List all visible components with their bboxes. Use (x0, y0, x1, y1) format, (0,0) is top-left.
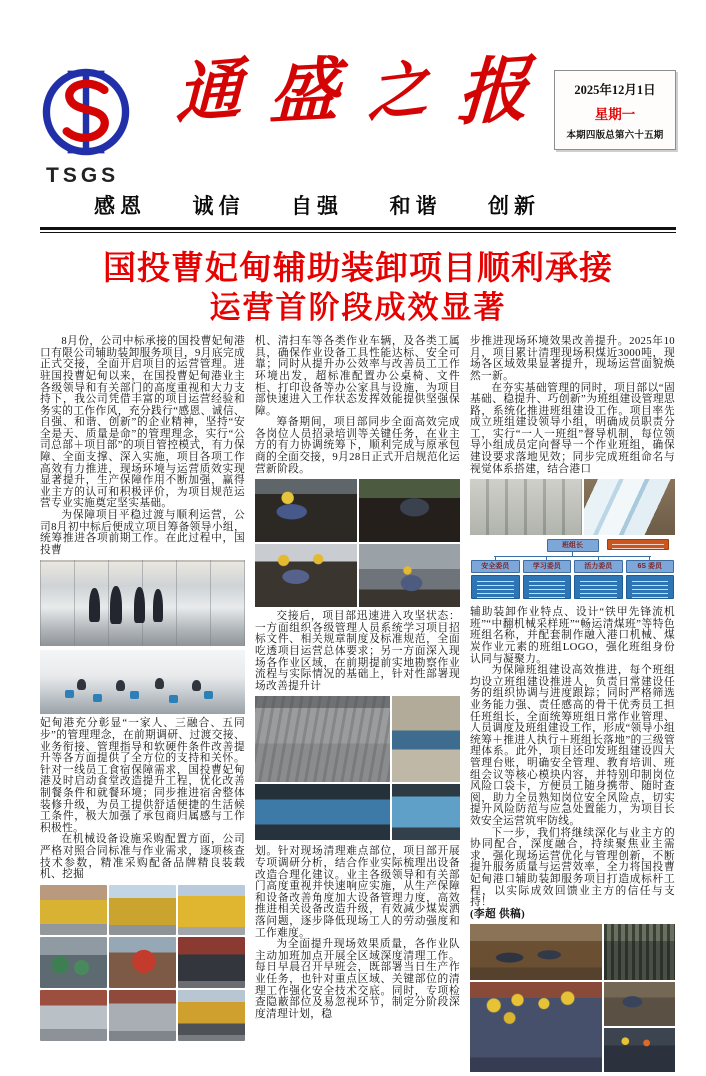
photo-cars (40, 990, 107, 1041)
paragraph: 妃甸港充分彰显“一家人、三融合、五同步”的管理理念，在前期调研、过渡交接、业务衔接、管理指导和软硬件条件改善提升等各方面提供了全方位的支持和关怀。针对一线员工食宿保障需求，国投曹妃甸港及时启动食堂改造提升工程，优化改善制餐条件和就餐环境；同步推进宿舍整体装修升级，为员工提供舒适便捷的生活候工条件，极大加强了承包商归属感与工作积极性。 (40, 718, 245, 834)
photo-kitchen-inspection (40, 560, 245, 646)
photo-figure (116, 680, 125, 691)
photo-pocket-cards (584, 479, 675, 535)
paragraph: 交接后，项目部迅速进入攻坚状态：一方面组织各级管理人员系统学习项目招标文件、相关规章制度及标准规范，全面吃透项目运营总体要求；另一方面深入现场各作业区域，在前期提前实地勘察作业流程与实际情况的基础上，针对性部署现场改善提升计 (255, 611, 460, 692)
photo-detail (65, 690, 74, 698)
photo-vans (109, 990, 176, 1041)
paragraph: 划。针对现场清理难点部位，项目部开展专项调研分析，结合作业实际梳理出设备改造合理化建议。业主各级领导和有关部门高度重视并快速响应实施，从生产保障和设备改善角度加大设备管理力度，高效推进相关设备改造升级，有效减少煤炭洒落问题，逐步降低现场工人的劳动强度和工作难度。 (255, 846, 460, 939)
slogan-list (40, 190, 546, 220)
logo (40, 58, 140, 188)
photo-detail (204, 691, 213, 699)
committee-study: 学习委员 (523, 560, 572, 573)
masthead (40, 58, 676, 188)
photo-loaders (109, 885, 176, 936)
paragraph: 辅助装卸作业特点、设计“铁甲先锋流机班”“中翻机械采样班”“畅运清煤班”等特色班组名称，并配套制作融入港口机械、煤炭作业元素的班组LOGO，强化班组身份认同与凝聚力。 (470, 607, 675, 665)
committee-safety: 安全委员 (471, 560, 520, 573)
column-2 (255, 336, 460, 1076)
slogan-row (40, 190, 676, 220)
column-3 (470, 336, 675, 1076)
photo-workers-gathering (470, 982, 602, 1073)
title-char: 报 (456, 55, 531, 132)
photo-grid-equipment (40, 885, 245, 1041)
issue-number: 本期四版总第六十五期 (558, 127, 672, 141)
illegible-text-lines (632, 579, 669, 601)
headline-line2: 运营首阶段成效显著 (40, 289, 676, 326)
paragraph: 为保障项目平稳过渡与顺利运营，公司8月初中标后便成立项目筹备领导小组，统筹推进各项前期工作。在此过程中，国投曹 (40, 510, 245, 556)
article-headline (40, 250, 676, 326)
photo-blue-chute (392, 784, 460, 841)
paragraph: 为全面提升现场效果质量，各作业队主动加班加点开展全区域深度清理工作。每日早晨召开早班会，既部署当日生产作业任务，也针对重点区域、关键部位的清理工作强化安全技术交底。同时，专项检查隐蔽部位及易忽视环节，制定分阶段深度清理计划，稳 (255, 939, 460, 1020)
illegible-text-lines (477, 579, 514, 601)
photo-figure (134, 587, 145, 623)
photo-grid-coal-cleaning (255, 479, 460, 607)
org-chart-branch (574, 557, 623, 599)
byline: (李超 供稿) (470, 909, 675, 921)
photo-figure (110, 586, 122, 624)
paragraph: 在夯实基础管理的同时，项目部以“固基础、稳提升、巧创新”为班组建设管理思路，系统化推进班组建设工作。项目率先成立班组建设领导小组，明确成员职责分工，实行“一人一班组”督导机制，每位领导小组成员定向督导一个作业班组，确保建设要求落地见效；同步完成班组命名与视觉体系搭建，结合港口 (470, 383, 675, 476)
committee-duty-note (523, 575, 572, 599)
team-org-chart (470, 539, 675, 603)
photo-loader-blade (178, 885, 245, 936)
logo-acronym: TSGS (40, 164, 140, 188)
photo-grid-team-activities (470, 924, 675, 1072)
photo-worker-shoveling (255, 479, 357, 542)
title-char: 通 (176, 57, 243, 129)
photo-figure (153, 589, 163, 622)
photo-conveyor-cleaning (359, 544, 461, 607)
org-chart-branch (523, 557, 572, 599)
photo-figure (77, 679, 86, 690)
photo-canteen (40, 650, 245, 714)
paper-title (140, 58, 554, 126)
photo-black-van (178, 937, 245, 988)
photo-green-equipment (40, 937, 107, 988)
slogan-item: 自强 (291, 190, 343, 220)
paragraph: 为保障班组建设高效推进，每个班组均设立班组建设推进人，负责日常建设任务的组织协调与进度跟踪；同时严格筛选业务能力强、责任感高的骨干优秀员工担任班组长，全面统筹班组日常作业管理、人员调度及班组建设工作，形成“领导小组统筹＋推进人执行＋班组长落地”的三级管理体系。此外，项目还印发班组建设四大管理台账，明确安全管理、教育培训、班组会议等核心模块内容，并特别印制岗位风险口袋卡，方便员工随身携带、随时查阅，助力全员熟知岗位安全风险点，切实提升风险防范与应急处置能力，为项目长效安全运营筑牢防线。 (470, 665, 675, 827)
photo-port-road (255, 696, 390, 781)
org-chart-committees (470, 557, 675, 599)
paragraph: 下一步，我们将继续深化与业主方的协同配合，深度融合，持续聚焦业主需求，强化现场运营优化与管理创新，不断提升服务质量与运营效率，全力将国投曹妃甸港口辅助装卸服务项目打造成标杆工程，以实际成效回馈业主方的信任与支持！ (470, 828, 675, 909)
photo-blue-chute (255, 784, 390, 841)
photo-port-equipment (392, 696, 460, 781)
photo-figure (155, 678, 164, 689)
issue-weekday: 星期一 (558, 103, 672, 123)
photo-workers-cleaning (255, 544, 357, 607)
org-chart-side-note (607, 539, 669, 550)
illegible-text-lines (580, 579, 617, 601)
photo-handbooks-and-cards (470, 479, 675, 535)
committee-duty-note (574, 575, 623, 599)
photo-worker-coal (359, 479, 461, 542)
photo-meeting-room (470, 924, 602, 979)
paragraph: 机、清扫车等各类作业车辆，及各类工属具，确保作业设备工具性能达标、安全可靠；同时从提升办公效率与改善员工工作环境出发，超标准配置办公桌椅、文件柜、打印设备等办公家具与设施，为项目部快速进入工作状态发挥效能提供坚强保障。 (255, 336, 460, 417)
committee-duty-note (626, 575, 675, 599)
slogan-item: 和谐 (390, 190, 442, 220)
paragraph: 在机械设备设施采购配置方面，公司严格对照合同标准与作业需求，逐项核查技术参数，精准采购配备品牌精良装载机、挖掘 (40, 834, 245, 880)
committee-duty-note (471, 575, 520, 599)
photo-staff-formation (604, 924, 675, 979)
org-chart-branch (471, 557, 520, 599)
committee-vitality: 活力委员 (574, 560, 623, 573)
headline-line1: 国投曹妃甸辅助装卸项目顺利承接 (40, 250, 676, 289)
slogan-item: 创新 (488, 190, 540, 220)
photo-field-work (604, 982, 675, 1026)
column-1 (40, 336, 245, 1076)
photo-loader (40, 885, 107, 936)
paragraph: 步推进现场环境效果改善提升。2025年10月，项目累计清理现场积煤近3000吨，现场各区域效果显著提升，现场运营面貌焕然一新。 (470, 336, 675, 382)
masthead-divider (40, 227, 676, 233)
photo-red-tricycle (109, 937, 176, 988)
committee-6s: 6S 委员 (626, 560, 675, 573)
photo-loader-on-truck (178, 990, 245, 1041)
issue-date: 2025年12月1日 (558, 80, 672, 98)
photo-grid-port-site (255, 696, 460, 842)
photo-figure (89, 588, 100, 622)
paragraph: 筹备期间，项目部同步全面高效完成各岗位人员招录培训等关键任务，在业主方的有力协调统筹下，顺利完成与原承包商的全面交接，9月28日正式开启规范化运营新阶段。 (255, 417, 460, 475)
photo-detail (169, 695, 178, 703)
illegible-text-lines (612, 542, 664, 551)
org-chart-leader: 班组长 (547, 539, 599, 552)
date-box (554, 70, 676, 150)
photo-handbooks (470, 479, 582, 535)
paragraph: 8月份，公司中标承接的国投曹妃甸港口有限公司辅助装卸服务项目，9月底完成正式交接，全面开启项目的运营管理。进驻国投曹妃甸以来，在国投曹妃甸港业主各级领导和有关部门的高度重视和大力支持下，我公司凭借丰富的项目运营经验和务实的工作作风，充分践行“感恩、诚信、自强、和谐、创新”的企业精神，坚持“安全是天、质量是命”的管理理念，实行“公司总部＋项目部”的项目管控模式，有力保障、全面支撑、深入实施，项目各项工作高效有力推进，现场环境与运营质效实现显著提升，生产保障作用不断加强，赢得业主方的认可和积极评价，为项目规范运营专业实施奠定坚实基础。 (40, 336, 245, 510)
org-chart-branch (626, 557, 675, 599)
photo-figure (192, 680, 201, 691)
photo-detail (130, 691, 139, 699)
title-char: 之 (368, 59, 429, 128)
title-char: 盛 (268, 56, 338, 129)
photo-harness-team (604, 1028, 675, 1072)
slogan-item: 诚信 (193, 190, 245, 220)
slogan-item: 感恩 (94, 190, 146, 220)
illegible-text-lines (529, 579, 566, 601)
photo-detail (93, 694, 102, 702)
tsgs-logo-icon (40, 66, 132, 158)
article-body (40, 336, 676, 1076)
